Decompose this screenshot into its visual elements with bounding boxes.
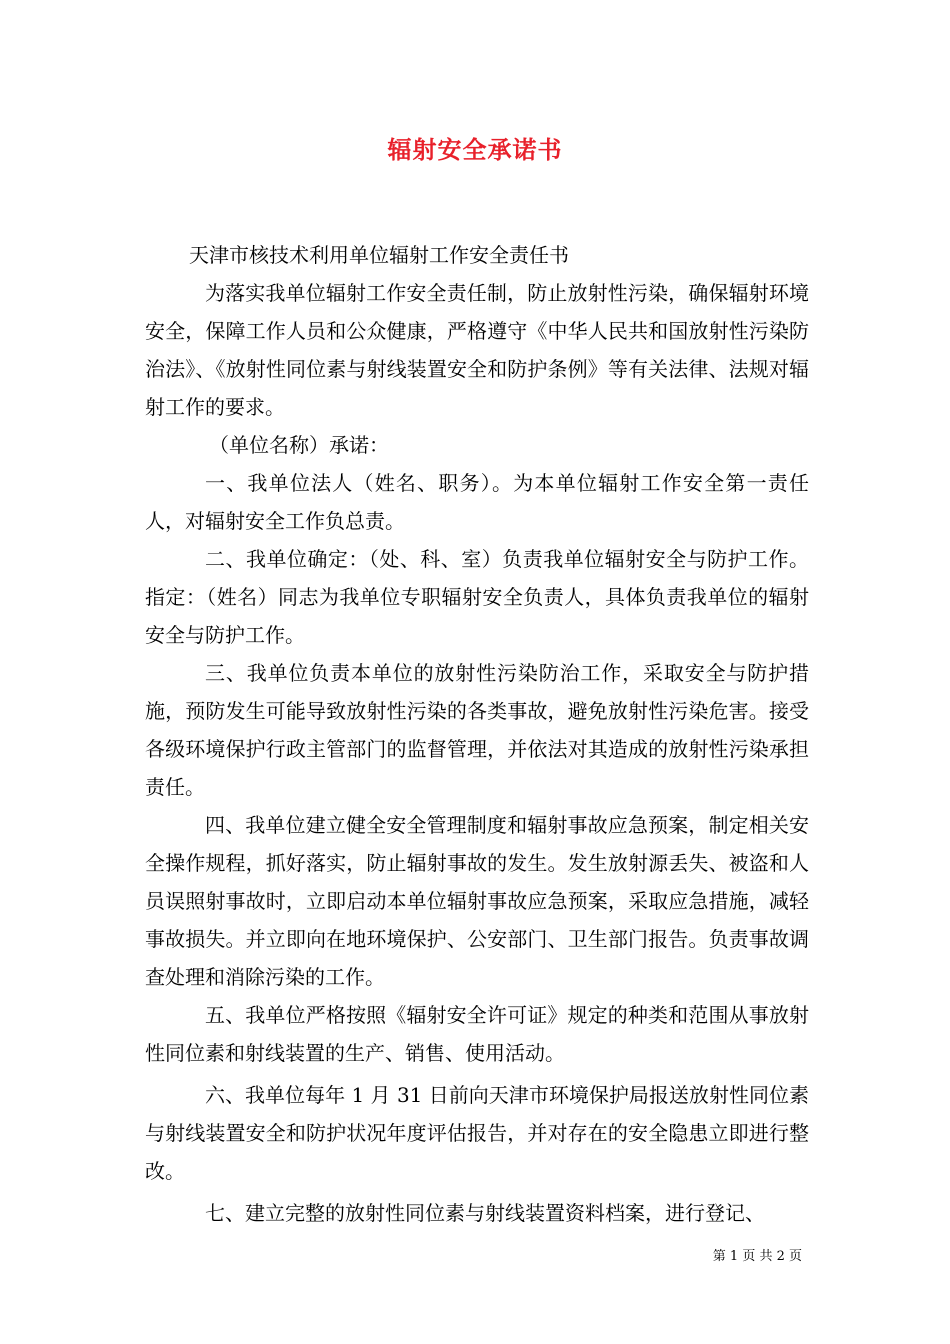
paragraph-intro: 为落实我单位辐射工作安全责任制，防止放射性污染，确保辐射环境安全，保障工作人员和公众健康，严格遵守《中华人民共和国放射性污染防治法》、《放射性同位素与射线装置安全和防护条例》等有关法律、法规对辐射工作的要求。: [145, 281, 809, 419]
paragraph-item-3: 三、我单位负责本单位的放射性污染防治工作，采取安全与防护措施，预防发生可能导致放射性污染的各类事故，避免放射性污染危害。接受各级环境保护行政主管部门的监督管理，并依法对其造成的放射性污染承担责任。: [145, 661, 809, 799]
paragraph-item-1: 一、我单位法人（姓名、职务）。为本单位辐射工作安全第一责任人，对辐射安全工作负总责。: [145, 471, 809, 533]
paragraph-item-7: 七、建立完整的放射性同位素与射线装置资料档案，进行登记、: [205, 1201, 765, 1225]
document-title: 辐射安全承诺书: [387, 135, 563, 164]
paragraph-item-2: 二、我单位确定：（处、科、室）负责我单位辐射安全与防护工作。指定：（姓名）同志为我单位专职辐射安全负责人，具体负责我单位的辐射安全与防护工作。: [145, 547, 809, 647]
document-body: [145, 236, 809, 1232]
paragraph-unit-promise: （单位名称）承诺：: [209, 433, 389, 457]
paragraph-item-5: 五、我单位严格按照《辐射安全许可证》规定的种类和范围从事放射性同位素和射线装置的生产、销售、使用活动。: [145, 1003, 809, 1065]
paragraph-item-4: 四、我单位建立健全安全管理制度和辐射事故应急预案，制定相关安全操作规程，抓好落实，防止辐射事故的发生。发生放射源丢失、被盗和人员误照射事故时，立即启动本单位辐射事故应急预案，采取应急措施，减轻事故损失。并立即向在地环境保护、公安部门、卫生部门报告。负责事故调查处理和消除污染的工作。: [145, 813, 809, 989]
paragraph-item-6: 六、我单位每年 1 月 31 日前向天津市环境保护局报送放射性同位素与射线装置安全和防护状况年度评估报告，并对存在的安全隐患立即进行整改。: [145, 1083, 809, 1183]
page-number-footer: 第 1 页 共 2 页: [712, 1249, 802, 1264]
document-subtitle: 天津市核技术利用单位辐射工作安全责任书: [189, 243, 569, 267]
